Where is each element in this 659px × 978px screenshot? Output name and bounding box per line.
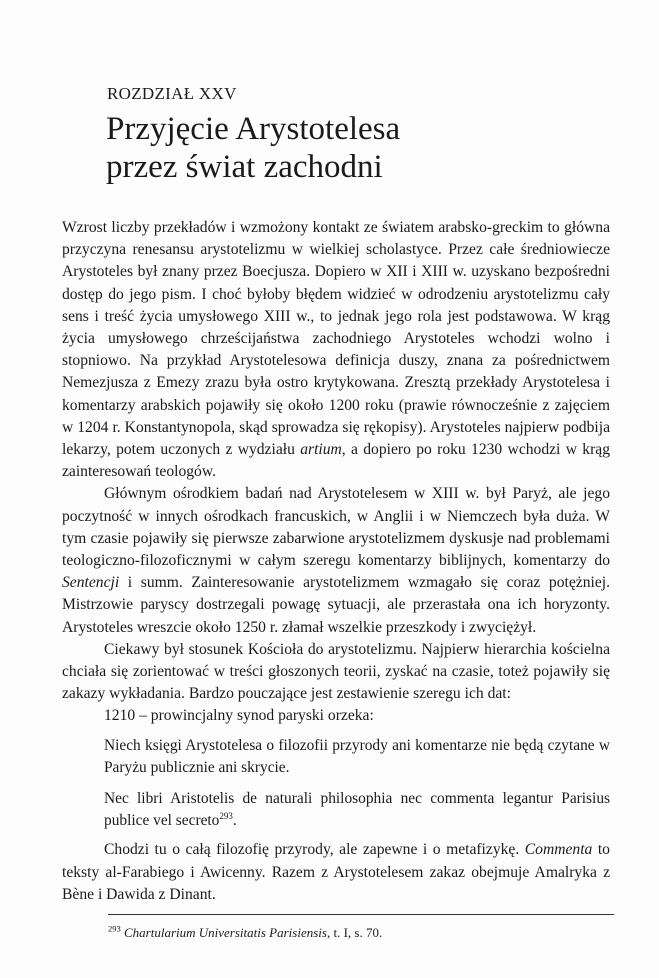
- paragraph-1-end: , a dopiero po roku 1230 wchodzi w krąg zainteresowań teologów.: [62, 441, 610, 481]
- paragraph-5-text: Chodzi tu o całą filozofię przyrody, ale zapewne i o metafizykę.: [104, 841, 520, 859]
- footnote-divider: [108, 914, 614, 915]
- paragraph-5: [62, 839, 610, 906]
- footnote: [108, 925, 382, 941]
- paragraph-1-italic: artium: [300, 441, 342, 459]
- paragraph-2-italic: Sentencji: [62, 574, 120, 592]
- quote-latin-text: Nec libri Aristotelis de naturali philosophia nec commenta legantur Parisius publice vel secreto: [104, 790, 610, 830]
- body-text: [62, 217, 610, 906]
- paragraph-1: [62, 217, 610, 483]
- quote-polish: Niech księgi Arystotelesa o filozofii przyrody ani komentarze nie będą czytane w Paryżu publicznie ani skrycie.: [104, 736, 610, 776]
- chapter-title-line-2: przez świat zachodni: [106, 149, 383, 185]
- footnote-number: 293: [108, 923, 121, 934]
- footnote-rest: , t. I, s. 70.: [326, 925, 383, 940]
- paragraph-4: 1210 – prowincjalny synod paryski orzeka:: [104, 707, 374, 725]
- paragraph-2: [62, 483, 610, 638]
- footnote-title: Chartularium Universitatis Parisiensis: [124, 925, 327, 940]
- chapter-title: [106, 110, 400, 186]
- paragraph-1-text: Wzrost liczby przekładów i wzmożony kontakt ze światem arabsko-greckim to główna przyczyna renesansu arystotelizmu w wielkiej scholastyce. Przez całe średniowiecze Arystoteles był znany przez Boecjusza. Dopiero w XII i XIII w. uzyskano bezpośredni dostęp do jego pism. I choć byłoby błędem widzieć w odrodzeniu arystotelizmu cały sens i treść życia umysłowego XIII w., to jednak jego rola jest podstawowa. W krąg życia umysłowego chrześcijaństwa zachodniego Arystoteles wchodzi wolno i stopniowo. Na przykład Arystotelesowa definicja duszy, znana za pośrednictwem Nemezjusza z Emezy zrazu była ostro krytykowana. Zresztą przekłady Arystotelesa i komentarzy arabskich pojawiły się około 1200 roku (prawie równocześnie z zajęciem w 1204 r. Konstantynopola, skąd sprowadza się rękopisy). Arystoteles najpierw podbija lekarzy, potem uczonych z wydziału: [62, 219, 610, 459]
- chapter-label: ROZDZIAŁ XXV: [107, 84, 237, 103]
- quote-latin: Nec libri Aristotelis de naturali philosophia nec commenta legantur Parisius publice vel secreto$^{293}$.: [104, 790, 610, 830]
- paragraph-2-end: i summ. Zainteresowanie arystotelizmem wzmagało się coraz potężniej. Mistrzowie paryscy dostrzegali powagę sytuacji, ale przerastała ona ich horyzonty. Arystoteles wreszcie około 1250 r. złamał wszelkie przeszkody i zwyciężył.: [62, 574, 610, 636]
- chapter-title-line-1: Przyjęcie Arystotelesa: [106, 111, 401, 147]
- footnote-reference[interactable]: 293: [219, 811, 233, 822]
- paragraph-5-italic: Commenta: [524, 841, 593, 859]
- paragraph-2-text: Głównym ośrodkiem badań nad Arystotelesem w XIII w. był Paryż, ale jego poczytność w innych ośrodkach francuskich, w Anglii i w Niemczech była duża. W tym czasie pojawiły się pierwsze zabarwione arystotelizmem dyskusje nad problemami teologiczno-filozoficznymi w całym szeregu komentarzy biblijnych, komentarzy do: [62, 485, 610, 570]
- paragraph-3: Ciekawy był stosunek Kościoła do arystotelizmu. Najpierw hierarchia kościelna chciała się zorientować w treści głoszonych teorii, zyskać na czasie, toteż pojawiły się zakazy wykładania. Bardzo pouczające jest zestawienie szeregu ich dat:: [62, 640, 610, 703]
- paragraph-5-end: to teksty al-Farabiego i Awicenny. Razem z Arystotelesem zakaz obejmuje Amalryka z Bène i Dawida z Dinant.: [62, 841, 610, 903]
